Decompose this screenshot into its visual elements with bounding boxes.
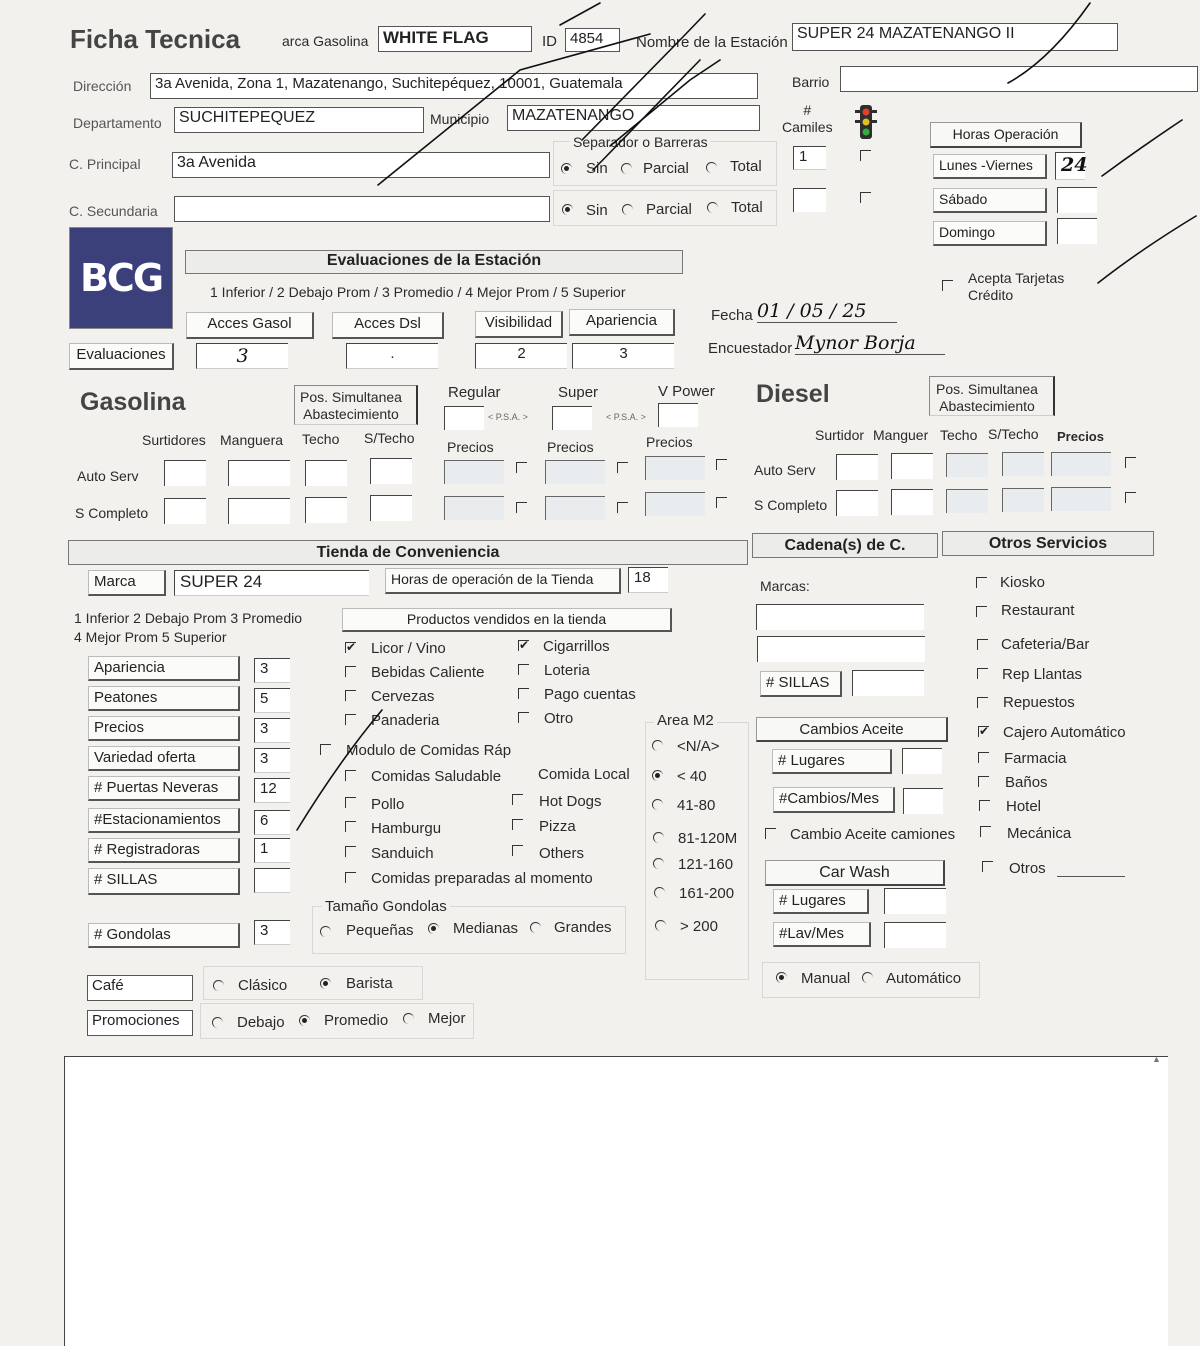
area-81-120-label: 81-120M bbox=[678, 830, 738, 847]
cafe-clasico-radio[interactable] bbox=[213, 980, 224, 991]
acepta-tarjetas-label: Acepta Tarjetas Crédito bbox=[968, 270, 1065, 303]
gas-sc-vpower-check[interactable] bbox=[716, 497, 727, 508]
gas-sc-super-check[interactable] bbox=[617, 502, 628, 513]
gasolina-title: Gasolina bbox=[80, 388, 186, 416]
pequenas-radio[interactable] bbox=[320, 926, 331, 937]
cambios-mes-label: #Cambios/Mes bbox=[773, 787, 895, 813]
panaderia-label: Panaderia bbox=[371, 712, 440, 729]
gas-as-vpower-check[interactable] bbox=[716, 459, 727, 470]
pizza-checkbox[interactable] bbox=[512, 819, 523, 830]
separador-total-radio[interactable] bbox=[706, 162, 717, 173]
marcas-field-1[interactable] bbox=[756, 604, 924, 630]
manguera-col: Manguera bbox=[220, 432, 284, 448]
regular-precios-label: Precios bbox=[447, 439, 494, 455]
separador2-sin-label: Sin bbox=[586, 202, 608, 219]
surtidores-col: Surtidores bbox=[142, 432, 206, 448]
lunes-viernes-field[interactable]: 24 bbox=[1055, 152, 1085, 180]
promo-mejor-radio[interactable] bbox=[403, 1013, 414, 1024]
carwash-header: Car Wash bbox=[765, 860, 945, 886]
area-title: Area M2 bbox=[654, 712, 717, 729]
pago-cuentas-label: Pago cuentas bbox=[544, 686, 636, 703]
puertas-neveras-label: # Puertas Neveras bbox=[88, 776, 240, 801]
separador2-total-radio[interactable] bbox=[707, 202, 718, 213]
logo-text: BCG bbox=[79, 256, 163, 300]
fecha-label: Fecha bbox=[711, 307, 753, 324]
evaluaciones-row-label: Evaluaciones bbox=[69, 343, 174, 370]
domingo-field[interactable] bbox=[1057, 218, 1097, 244]
hotdogs-checkbox[interactable] bbox=[512, 794, 523, 805]
super-precios-label: Precios bbox=[547, 439, 594, 455]
carwash-lugares-label: # Lugares bbox=[773, 889, 869, 914]
psa-label-1: < P.S.A. > bbox=[488, 412, 528, 422]
separador2-parcial-label: Parcial bbox=[646, 201, 692, 218]
banos-checkbox[interactable] bbox=[978, 776, 989, 787]
banos-label: Baños bbox=[1005, 774, 1048, 791]
pollo-checkbox[interactable] bbox=[345, 797, 356, 808]
cafe-barista-radio[interactable] bbox=[320, 978, 331, 989]
id-label: ID bbox=[542, 33, 557, 50]
direccion-label: Dirección bbox=[73, 78, 132, 94]
calle-principal-field[interactable]: 3a Avenida bbox=[172, 152, 550, 178]
area-121-160-label: 121-160 bbox=[678, 856, 734, 873]
cambios-aceite-header: Cambios Aceite bbox=[756, 717, 948, 742]
regular-label: Regular bbox=[448, 384, 501, 401]
otro-label: Otro bbox=[544, 710, 574, 727]
diesel-as-techo[interactable] bbox=[946, 453, 988, 477]
otro-checkbox[interactable] bbox=[518, 712, 529, 723]
diesel-autoserv-label: Auto Serv bbox=[754, 462, 816, 478]
lav-mes-field[interactable] bbox=[884, 922, 946, 948]
marca-gasolina-field[interactable]: WHITE FLAG bbox=[378, 26, 532, 52]
cadenas-header: Cadena(s) de C. bbox=[752, 533, 938, 558]
marca-gasolina-label: arca Gasolina bbox=[282, 33, 369, 49]
diesel-sc-check[interactable] bbox=[1125, 492, 1136, 503]
medianas-radio[interactable] bbox=[428, 923, 439, 934]
sanduich-label: Sanduich bbox=[371, 845, 434, 862]
gas-sc-vpower-precio[interactable] bbox=[645, 492, 705, 516]
diesel-stecho-col: S/Techo bbox=[988, 426, 1039, 442]
area-161-200-radio[interactable] bbox=[654, 887, 665, 898]
modulo-comidas-checkbox[interactable] bbox=[320, 744, 331, 755]
carwash-manual-radio[interactable] bbox=[776, 972, 787, 983]
pequenas-label: Pequeñas bbox=[346, 922, 414, 939]
tienda-header: Tienda de Conveniencia bbox=[68, 540, 748, 565]
otros-label: Otros bbox=[1009, 860, 1046, 877]
repuestos-label: Repuestos bbox=[1003, 694, 1075, 711]
restaurant-checkbox[interactable] bbox=[976, 606, 987, 617]
pizza-label: Pizza bbox=[539, 818, 576, 835]
restaurant-label: Restaurant bbox=[1001, 602, 1075, 619]
estacionamientos-label: #Estacionamientos bbox=[88, 808, 240, 833]
tienda-horas-field[interactable]: 18 bbox=[628, 567, 668, 593]
diesel-as-stecho[interactable] bbox=[1002, 452, 1044, 476]
panaderia-checkbox[interactable] bbox=[345, 714, 356, 725]
traffic-light-icon bbox=[851, 104, 881, 142]
comidas-saludable-checkbox[interactable] bbox=[345, 770, 356, 781]
cafe-clasico-label: Clásico bbox=[238, 977, 288, 994]
promociones-label: Promociones bbox=[87, 1010, 193, 1036]
evaluaciones-scale: 1 Inferior / 2 Debajo Prom / 3 Promedio / 4 Mejor Prom / 5 Superior bbox=[210, 284, 626, 300]
promo-promedio-radio[interactable] bbox=[299, 1015, 310, 1026]
separador-title: Separador o Barreras bbox=[570, 134, 711, 150]
rating-peatones-value[interactable]: 5 bbox=[254, 688, 290, 713]
gas-as-techo[interactable] bbox=[305, 460, 347, 486]
hotdogs-label: Hot Dogs bbox=[539, 793, 602, 810]
vpower-precios-label: Precios bbox=[646, 434, 693, 450]
comidas-preparadas-checkbox[interactable] bbox=[345, 872, 356, 883]
cajero-checkbox[interactable] bbox=[978, 726, 989, 737]
area-lt40-radio[interactable] bbox=[652, 770, 663, 781]
diesel-as-surtidor[interactable] bbox=[836, 454, 878, 480]
rating-apariencia-label: Apariencia bbox=[88, 656, 240, 681]
cadenas-sillas-field[interactable] bbox=[852, 670, 924, 696]
techo-col: Techo bbox=[302, 431, 340, 447]
registradoras-value[interactable]: 1 bbox=[254, 838, 290, 863]
evaluaciones-header: Evaluaciones de la Estación bbox=[185, 250, 683, 274]
area-gt200-label: > 200 bbox=[680, 918, 718, 935]
rating-peatones-label: Peatones bbox=[88, 686, 240, 711]
pollo-label: Pollo bbox=[371, 796, 405, 813]
barrio-label: Barrio bbox=[792, 74, 830, 90]
horas-operacion-header: Horas Operación bbox=[930, 122, 1082, 148]
camiones-checkbox[interactable] bbox=[860, 150, 871, 161]
acces-gasol-label: Acces Gasol bbox=[186, 312, 314, 339]
gas-as-regular-check[interactable] bbox=[516, 462, 527, 473]
bebidas-checkbox[interactable] bbox=[345, 666, 356, 677]
gas-as-regular-precio[interactable] bbox=[444, 460, 504, 484]
cigarrillos-label: Cigarrillos bbox=[543, 638, 610, 655]
gondolas-label: # Gondolas bbox=[88, 923, 240, 948]
nombre-estacion-field[interactable]: SUPER 24 MAZATENANGO II bbox=[792, 23, 1118, 51]
super-label: Super bbox=[558, 384, 599, 401]
apariencia-label: Apariencia bbox=[569, 309, 675, 336]
estacionamientos-value[interactable]: 6 bbox=[254, 810, 290, 835]
area-161-200-label: 161-200 bbox=[679, 885, 735, 902]
gas-as-super-precio[interactable] bbox=[545, 460, 605, 484]
visibilidad-value[interactable]: 2 bbox=[475, 343, 567, 369]
cadenas-sillas-label: # SILLAS bbox=[760, 671, 842, 697]
diesel-as-check[interactable] bbox=[1125, 457, 1136, 468]
gas-sc-regular-check[interactable] bbox=[516, 502, 527, 513]
tienda-scale-2: 4 Mejor Prom 5 Superior bbox=[74, 629, 227, 645]
cigarrillos-checkbox[interactable] bbox=[518, 640, 529, 651]
calle-principal-label: C. Principal bbox=[69, 156, 141, 172]
kiosko-label: Kiosko bbox=[1000, 574, 1046, 591]
comments-textarea[interactable] bbox=[64, 1056, 1168, 1346]
others-checkbox[interactable] bbox=[512, 845, 523, 856]
acces-dsl-value[interactable]: . bbox=[346, 343, 438, 369]
gas-scompleto-label: S Completo bbox=[75, 505, 149, 521]
municipio-label: Municipio bbox=[430, 111, 490, 127]
camiones-field-2[interactable] bbox=[793, 188, 826, 212]
acces-dsl-label: Acces Dsl bbox=[332, 312, 444, 339]
cambio-camiones-label: Cambio Aceite camiones bbox=[790, 826, 956, 843]
loteria-checkbox[interactable] bbox=[518, 664, 529, 675]
gas-as-manguera[interactable] bbox=[228, 460, 290, 486]
separador-total-label: Total bbox=[730, 158, 762, 175]
area-121-160-radio[interactable] bbox=[653, 858, 664, 869]
encuestador-label: Encuestador bbox=[708, 340, 793, 357]
cafeteria-checkbox[interactable] bbox=[977, 639, 988, 650]
licor-checkbox[interactable] bbox=[345, 642, 356, 653]
tienda-marca-label: Marca bbox=[88, 570, 166, 596]
camiones-field[interactable]: 1 bbox=[793, 146, 826, 170]
area-na-label: <N/A> bbox=[677, 738, 720, 755]
separador2-total-label: Total bbox=[731, 199, 763, 216]
gas-sc-stecho[interactable] bbox=[370, 495, 412, 521]
barrio-field[interactable] bbox=[840, 66, 1198, 92]
separador-sin-radio[interactable] bbox=[561, 163, 572, 174]
diesel-title: Diesel bbox=[756, 380, 830, 408]
direccion-field[interactable]: 3a Avenida, Zona 1, Mazatenango, Suchitepéquez, 10001, Guatemala bbox=[150, 73, 758, 99]
separador-parcial-label: Parcial bbox=[643, 160, 689, 177]
promo-mejor-label: Mejor bbox=[428, 1010, 466, 1027]
rating-precios-label: Precios bbox=[88, 716, 240, 741]
diesel-sc-surtidor[interactable] bbox=[836, 490, 878, 516]
gas-sc-regular-precio[interactable] bbox=[444, 496, 504, 520]
scroll-up-icon[interactable]: ▲ bbox=[1152, 1054, 1161, 1064]
stecho-col: S/Techo bbox=[364, 430, 415, 446]
domingo-label: Domingo bbox=[933, 221, 1047, 246]
gas-as-vpower-precio[interactable] bbox=[645, 456, 705, 480]
otros-line bbox=[1057, 876, 1125, 877]
carwash-lugares-field[interactable] bbox=[884, 888, 946, 914]
bebidas-label: Bebidas Caliente bbox=[371, 664, 485, 681]
medianas-label: Medianas bbox=[453, 920, 519, 937]
hamburgu-label: Hamburgu bbox=[371, 820, 442, 837]
tamano-title: Tamaño Gondolas bbox=[322, 898, 450, 915]
gas-sc-surtidores[interactable] bbox=[164, 498, 206, 524]
repuestos-checkbox[interactable] bbox=[977, 697, 988, 708]
farmacia-checkbox[interactable] bbox=[978, 752, 989, 763]
nombre-estacion-label: Nombre de la Estación bbox=[636, 34, 788, 51]
fecha-value[interactable]: 01 / 05 / 25 bbox=[757, 300, 897, 323]
hotel-checkbox[interactable] bbox=[979, 800, 990, 811]
sanduich-checkbox[interactable] bbox=[345, 846, 356, 857]
cambios-lugares-label: # Lugares bbox=[772, 749, 892, 774]
rating-apariencia-value[interactable]: 3 bbox=[254, 658, 290, 683]
diesel-surtidor-col: Surtidor bbox=[815, 427, 865, 443]
gas-autoserv-label: Auto Serv bbox=[77, 468, 139, 484]
rating-variedad-value[interactable]: 3 bbox=[254, 748, 290, 773]
otros-checkbox[interactable] bbox=[982, 861, 993, 872]
tienda-sillas-label: # SILLAS bbox=[88, 868, 240, 895]
rep-llantas-checkbox[interactable] bbox=[977, 668, 988, 679]
area-na-radio[interactable] bbox=[652, 740, 663, 751]
promo-promedio-label: Promedio bbox=[324, 1012, 389, 1029]
licor-label: Licor / Vino bbox=[371, 640, 446, 657]
cafe-barista-label: Barista bbox=[346, 975, 393, 992]
grandes-radio[interactable] bbox=[530, 922, 541, 933]
rating-precios-value[interactable]: 3 bbox=[254, 718, 290, 743]
cambios-lugares-field[interactable] bbox=[902, 748, 942, 774]
lav-mes-label: #Lav/Mes bbox=[773, 922, 871, 947]
productos-header: Productos vendidos en la tienda bbox=[342, 608, 672, 632]
cervezas-label: Cervezas bbox=[371, 688, 435, 705]
marcas-label: Marcas: bbox=[760, 578, 810, 594]
diesel-sc-stecho[interactable] bbox=[1002, 488, 1044, 512]
area-group bbox=[645, 722, 749, 980]
camiones-label: # Camiles bbox=[782, 102, 833, 135]
cafeteria-label: Cafeteria/Bar bbox=[1001, 636, 1090, 653]
area-gt200-radio[interactable] bbox=[655, 920, 666, 931]
area-81-120-radio[interactable] bbox=[653, 832, 664, 843]
tienda-sillas-value[interactable] bbox=[254, 868, 290, 893]
kiosko-checkbox[interactable] bbox=[976, 577, 987, 588]
page-title: Ficha Tecnica bbox=[70, 24, 241, 54]
regular-psa-field[interactable] bbox=[444, 406, 484, 430]
gas-sc-super-precio[interactable] bbox=[545, 496, 605, 520]
bcg-logo bbox=[70, 228, 172, 328]
mecanica-checkbox[interactable] bbox=[980, 826, 991, 837]
mecanica-label: Mecánica bbox=[1007, 825, 1072, 842]
diesel-techo-col: Techo bbox=[940, 427, 978, 443]
promo-debajo-label: Debajo bbox=[237, 1014, 285, 1031]
area-41-80-radio[interactable] bbox=[652, 799, 663, 810]
separador-sin-label: Sin bbox=[586, 160, 608, 177]
diesel-scompleto-label: S Completo bbox=[754, 497, 828, 513]
cambio-camiones-checkbox[interactable] bbox=[765, 828, 776, 839]
area-lt40-label: < 40 bbox=[677, 768, 707, 785]
diesel-sc-techo[interactable] bbox=[946, 489, 988, 513]
tienda-marca-field[interactable]: SUPER 24 bbox=[174, 570, 369, 596]
vpower-label: V Power bbox=[658, 383, 715, 400]
diesel-as-precio[interactable] bbox=[1051, 452, 1111, 476]
camiones-checkbox-2[interactable] bbox=[860, 192, 871, 203]
promo-debajo-radio[interactable] bbox=[212, 1017, 223, 1028]
otros-servicios-header: Otros Servicios bbox=[942, 531, 1154, 556]
visibilidad-label: Visibilidad bbox=[475, 311, 563, 338]
acepta-tarjetas-checkbox[interactable] bbox=[942, 280, 953, 291]
diesel-precios-col: Precios bbox=[1057, 429, 1104, 444]
farmacia-label: Farmacia bbox=[1004, 750, 1067, 767]
cajero-label: Cajero Automático bbox=[1003, 724, 1126, 741]
diesel-sc-precio[interactable] bbox=[1051, 487, 1111, 511]
gas-sc-techo[interactable] bbox=[305, 497, 347, 523]
apariencia-value[interactable]: 3 bbox=[572, 343, 674, 369]
pago-cuentas-checkbox[interactable] bbox=[518, 688, 529, 699]
municipio-field[interactable]: MAZATENANGO bbox=[507, 105, 760, 131]
psa-label-2: < P.S.A. > bbox=[606, 412, 646, 422]
gas-as-surtidores[interactable] bbox=[164, 460, 206, 486]
separador2-parcial-radio[interactable] bbox=[622, 204, 633, 215]
departamento-field[interactable]: SUCHITEPEQUEZ bbox=[174, 107, 424, 133]
modulo-comidas-label: Modulo de Comidas Ráp bbox=[346, 742, 512, 759]
diesel-pos-simultanea: Pos. Simultanea Abastecimiento bbox=[936, 381, 1038, 414]
tienda-horas-label: Horas de operación de la Tienda bbox=[385, 568, 621, 594]
gas-as-stecho[interactable] bbox=[370, 458, 412, 484]
super-psa-field[interactable] bbox=[552, 406, 592, 430]
carwash-automatico-label: Automático bbox=[886, 970, 962, 987]
carwash-automatico-radio[interactable] bbox=[862, 972, 873, 983]
cervezas-checkbox[interactable] bbox=[345, 690, 356, 701]
gas-sc-manguera[interactable] bbox=[228, 498, 290, 524]
comidas-saludable-label: Comidas Saludable bbox=[371, 768, 502, 785]
hotel-label: Hotel bbox=[1006, 798, 1042, 815]
separador2-sin-radio[interactable] bbox=[562, 204, 573, 215]
gondolas-value[interactable]: 3 bbox=[254, 920, 290, 945]
lunes-viernes-label: Lunes -Viernes bbox=[933, 154, 1047, 179]
carwash-manual-label: Manual bbox=[801, 970, 851, 987]
comida-local-label: Comida Local bbox=[538, 766, 630, 783]
separador-parcial-radio[interactable] bbox=[621, 163, 632, 174]
calle-secundaria-label: C. Secundaria bbox=[69, 203, 158, 219]
rep-llantas-label: Rep Llantas bbox=[1002, 666, 1083, 683]
loteria-label: Loteria bbox=[544, 662, 590, 679]
grandes-label: Grandes bbox=[554, 919, 612, 936]
hamburgu-checkbox[interactable] bbox=[345, 821, 356, 832]
others-label: Others bbox=[539, 845, 585, 862]
registradoras-label: # Registradoras bbox=[88, 838, 240, 863]
diesel-sc-manguer[interactable] bbox=[891, 489, 933, 515]
gasolina-pos-simultanea: Pos. Simultanea Abastecimiento bbox=[300, 389, 402, 422]
gas-as-super-check[interactable] bbox=[617, 462, 628, 473]
area-41-80-label: 41-80 bbox=[677, 797, 716, 814]
calle-secundaria-field[interactable] bbox=[174, 196, 550, 222]
cambios-mes-field[interactable] bbox=[903, 788, 943, 814]
encuestador-value[interactable]: Mynor Borja bbox=[795, 332, 945, 355]
sabado-field[interactable] bbox=[1057, 187, 1097, 213]
cafe-label: Café bbox=[87, 975, 193, 1001]
departamento-label: Departamento bbox=[73, 115, 162, 131]
comidas-preparadas-label: Comidas preparadas al momento bbox=[371, 870, 593, 887]
rating-variedad-label: Variedad oferta bbox=[88, 746, 240, 771]
acces-gasol-value[interactable]: 3 bbox=[196, 343, 288, 369]
diesel-as-manguer[interactable] bbox=[891, 453, 933, 479]
sabado-label: Sábado bbox=[933, 188, 1047, 213]
marcas-field-2[interactable] bbox=[757, 636, 925, 662]
id-field[interactable]: 4854 bbox=[565, 28, 620, 52]
tienda-scale-1: 1 Inferior 2 Debajo Prom 3 Promedio bbox=[74, 610, 302, 626]
diesel-manguer-col: Manguer bbox=[873, 427, 929, 443]
vpower-psa-field[interactable] bbox=[658, 403, 698, 427]
puertas-neveras-value[interactable]: 12 bbox=[254, 778, 290, 803]
